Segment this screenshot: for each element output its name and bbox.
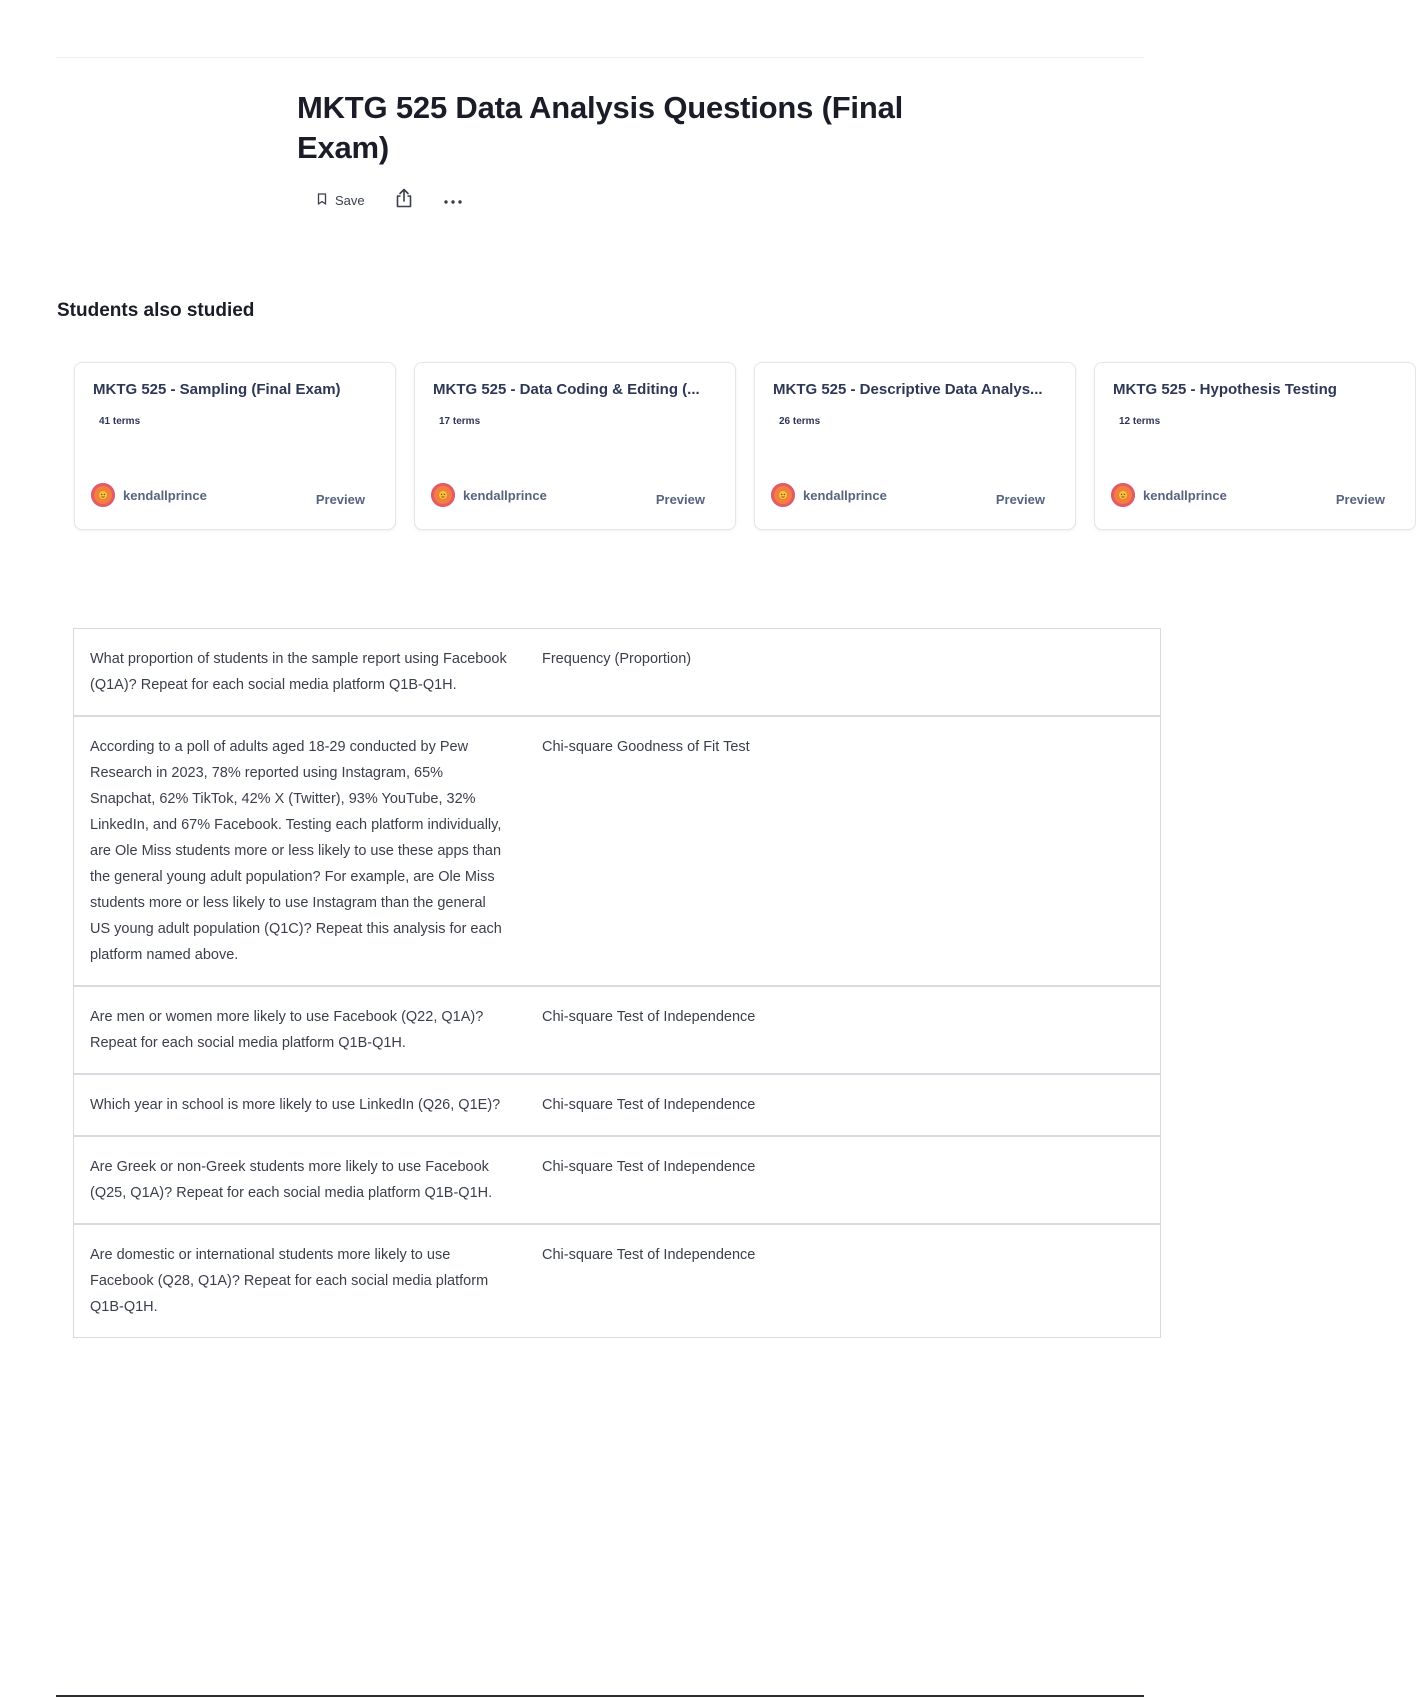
- related-sets-carousel: [74, 362, 1385, 534]
- set-card-terms-count: 12 terms: [1119, 416, 1161, 427]
- related-set-card[interactable]: [754, 362, 1076, 530]
- students-also-studied-heading: Students also studied: [57, 300, 255, 321]
- set-card-terms-count: 26 terms: [779, 416, 821, 427]
- table-row: [74, 629, 1160, 715]
- avatar: [91, 483, 115, 507]
- table-row: [74, 715, 1160, 985]
- preview-button[interactable]: Preview: [995, 491, 1045, 507]
- lion-avatar-icon: [1117, 489, 1129, 501]
- term-text: Are domestic or international students more likely to use Facebook (Q28, Q1A)? Repeat for each social media platform Q1B-Q1H.: [90, 1247, 489, 1315]
- term-text: Which year in school is more likely to use LinkedIn (Q26, Q1E)?: [90, 1097, 501, 1113]
- definition-text: Chi-square Test of Independence: [542, 1097, 756, 1113]
- related-set-card[interactable]: [1094, 362, 1416, 530]
- term-text: Are men or women more likely to use Facebook (Q22, Q1A)? Repeat for each social media platform Q1B-Q1H.: [90, 1009, 484, 1051]
- set-card-title: MKTG 525 - Sampling (Final Exam): [93, 381, 341, 398]
- author-link[interactable]: [431, 483, 547, 507]
- definition-text: Frequency (Proportion): [542, 651, 692, 667]
- author-link[interactable]: [771, 483, 887, 507]
- more-options-button[interactable]: [443, 192, 463, 210]
- author-link[interactable]: [1111, 483, 1227, 507]
- lion-avatar-icon: [437, 489, 449, 501]
- set-card-terms-count: 41 terms: [99, 416, 141, 427]
- related-set-card[interactable]: [414, 362, 736, 530]
- definition-text: Chi-square Goodness of Fit Test: [542, 739, 750, 755]
- lion-avatar-icon: [777, 489, 789, 501]
- term-text: Are Greek or non-Greek students more likely to use Facebook (Q25, Q1A)? Repeat for each social media platform Q1B-Q1H.: [90, 1159, 493, 1201]
- share-icon: [395, 188, 413, 213]
- table-row: [74, 1223, 1160, 1337]
- related-set-card[interactable]: [74, 362, 396, 530]
- set-card-terms-count: 17 terms: [439, 416, 481, 427]
- preview-button[interactable]: Preview: [315, 491, 365, 507]
- author-name: kendallprince: [1143, 487, 1227, 503]
- avatar: [1111, 483, 1135, 507]
- set-header: [297, 88, 977, 213]
- set-card-title: MKTG 525 - Hypothesis Testing: [1113, 381, 1337, 398]
- author-name: kendallprince: [803, 487, 887, 503]
- save-label: Save: [335, 193, 365, 208]
- preview-button[interactable]: Preview: [1335, 491, 1385, 507]
- bookmark-icon: [317, 193, 327, 208]
- term-text: According to a poll of adults aged 18-29 conducted by Pew Research in 2023, 78% reported using Instagram, 65% Snapchat, 62% TikTok, 42% X (Twitter), 93% YouTube, 32% LinkedIn, and 67% Facebook. Testing each platform individually, are Ole Miss students more or less likely to use these apps than the general young adult population? For example, are Ole Miss students more or less likely to use Instagram than the general US young adult population (Q1C)? Repeat this analysis for each platform named above.: [90, 739, 502, 963]
- set-card-title: MKTG 525 - Descriptive Data Analys...: [773, 381, 1043, 398]
- page-title: MKTG 525 Data Analysis Questions (Final Exam): [297, 90, 904, 165]
- set-card-title: MKTG 525 - Data Coding & Editing (...: [433, 381, 700, 398]
- top-divider: [56, 57, 1144, 58]
- more-horizontal-icon: [443, 192, 463, 210]
- preview-button[interactable]: Preview: [655, 491, 705, 507]
- terms-table: [73, 628, 1161, 1338]
- bottom-divider: [56, 1695, 1144, 1697]
- author-name: kendallprince: [123, 487, 207, 503]
- lion-avatar-icon: [97, 489, 109, 501]
- author-name: kendallprince: [463, 487, 547, 503]
- definition-text: Chi-square Test of Independence: [542, 1009, 756, 1025]
- table-row: [74, 1135, 1160, 1223]
- save-button[interactable]: [317, 193, 365, 208]
- definition-text: Chi-square Test of Independence: [542, 1159, 756, 1175]
- avatar: [771, 483, 795, 507]
- table-row: [74, 985, 1160, 1073]
- table-row: [74, 1073, 1160, 1135]
- share-button[interactable]: [395, 188, 413, 213]
- avatar: [431, 483, 455, 507]
- term-text: What proportion of students in the sample report using Facebook (Q1A)? Repeat for each social media platform Q1B-Q1H.: [90, 651, 507, 693]
- author-link[interactable]: [91, 483, 207, 507]
- definition-text: Chi-square Test of Independence: [542, 1247, 756, 1263]
- action-bar: [297, 188, 977, 213]
